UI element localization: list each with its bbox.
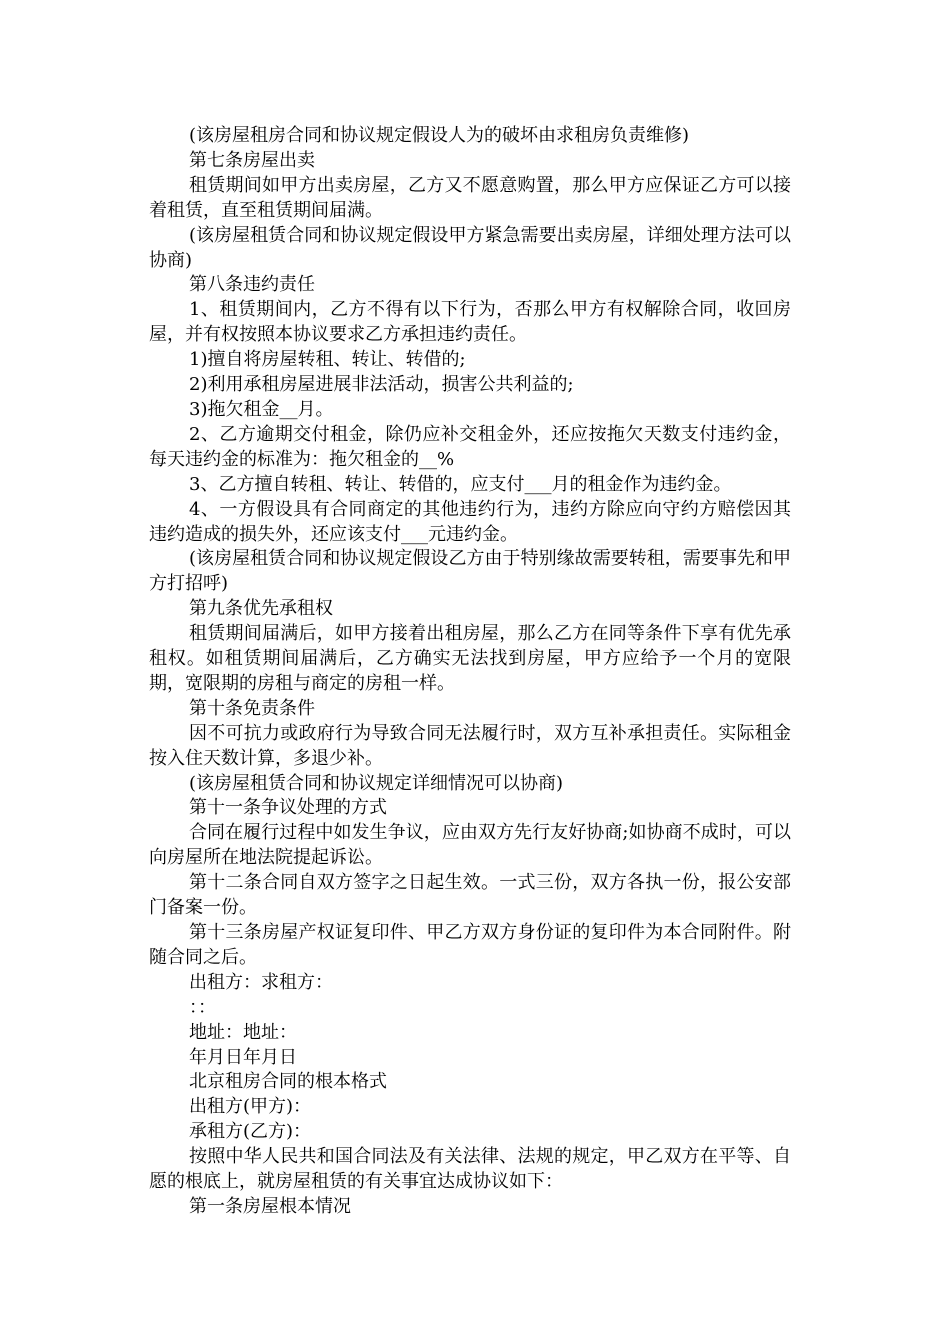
- list-item-breach-1-2: 2)利用承租房屋进展非法活动，损害公共利益的;: [189, 374, 574, 396]
- paragraph-priority-lease: 租赁期间届满后，如甲方接着出租房屋，那么乙方在同等条件下享有优先承租权。如租赁期间届满后，乙方确实无法找到房屋，甲方应给予一个月的宽限期，宽限期的房租与商定的房租一样。: [149, 623, 791, 694]
- paragraph-sale-terms: 租赁期间如甲方出卖房屋，乙方又不愿意购置，那么甲方应保证乙方可以接着租赁，直至租赁期间届满。: [149, 174, 791, 221]
- heading-article-1: 第一条房屋根本情况: [189, 1195, 351, 1217]
- paragraph-negotiable-note: (该房屋租赁合同和协议规定详细情况可以协商): [189, 772, 564, 794]
- section-title-beijing-contract: 北京租房合同的根本格式: [189, 1071, 387, 1093]
- paragraph-breach-2: 2、乙方逾期交付租金，除仍应补交租金外，还应按拖欠天数支付违约金，每天违约金的标准为：拖欠租金的__%: [149, 423, 791, 470]
- signature-address: 地址：地址：: [189, 1021, 297, 1043]
- heading-article-7: 第七条房屋出卖: [189, 149, 315, 171]
- field-lessor: 出租方(甲方)：: [189, 1096, 312, 1118]
- document-body: [149, 124, 791, 1220]
- paragraph-article-12: 第十二条合同自双方签字之日起生效。一式三份，双方各执一份，报公安部门备案一份。: [149, 872, 791, 919]
- paragraph-dispute: 合同在履行过程中如发生争议，应由双方先行友好协商;如协商不成时，可以向房屋所在地法院提起诉讼。: [149, 822, 791, 869]
- paragraph-force-majeure: 因不可抗力或政府行为导致合同无法履行时，双方互补承担责任。实际租金按入住天数计算，多退少补。: [149, 722, 791, 769]
- heading-article-11: 第十一条争议处理的方式: [189, 797, 387, 819]
- paragraph-sale-note: (该房屋租赁合同和协议规定假设甲方紧急需要出卖房屋，详细处理方法可以协商): [149, 224, 791, 271]
- heading-article-8: 第八条违约责任: [189, 274, 315, 296]
- heading-article-9: 第九条优先承租权: [189, 598, 333, 620]
- paragraph-preamble: 按照中华人民共和国合同法及有关法律、法规的规定，甲乙双方在平等、自愿的根底上，就房屋租赁的有关事宜达成协议如下：: [149, 1146, 791, 1193]
- signature-date: 年月日年月日: [189, 1046, 297, 1068]
- paragraph-article-13: 第十三条房屋产权证复印件、甲乙方双方身份证的复印件为本合同附件。附随合同之后。: [149, 922, 791, 968]
- list-item-breach-1-3: 3)拖欠租金__月。: [189, 398, 334, 420]
- signature-parties: 出租方：求租方：: [189, 971, 333, 993]
- paragraph-breach-1: 1、租赁期间内，乙方不得有以下行为，否那么甲方有权解除合同，收回房屋，并有权按照本协议要求乙方承担违约责任。: [149, 299, 791, 346]
- paragraph-sublet-note: (该房屋租赁合同和协议规定假设乙方由于特别缘故需要转租，需要事先和甲方打招呼): [149, 548, 791, 595]
- paragraph-breach-4: 4、一方假设具有合同商定的其他违约行为，违约方除应向守约方赔偿因其违约造成的损失外，还应该支付___元违约金。: [149, 498, 791, 545]
- heading-article-10: 第十条免责条件: [189, 697, 315, 719]
- paragraph-breach-3: 3、乙方擅自转租、转让、转借的，应支付___月的租金作为违约金。: [189, 473, 732, 495]
- list-item-breach-1-1: 1)擅自将房屋转租、转让、转借的;: [189, 349, 466, 371]
- signature-colons: ：：: [189, 996, 216, 1018]
- paragraph-repair-note: (该房屋租房合同和协议规定假设人为的破坏由求租房负责维修): [189, 125, 690, 146]
- field-lessee: 承租方(乙方)：: [189, 1121, 312, 1143]
